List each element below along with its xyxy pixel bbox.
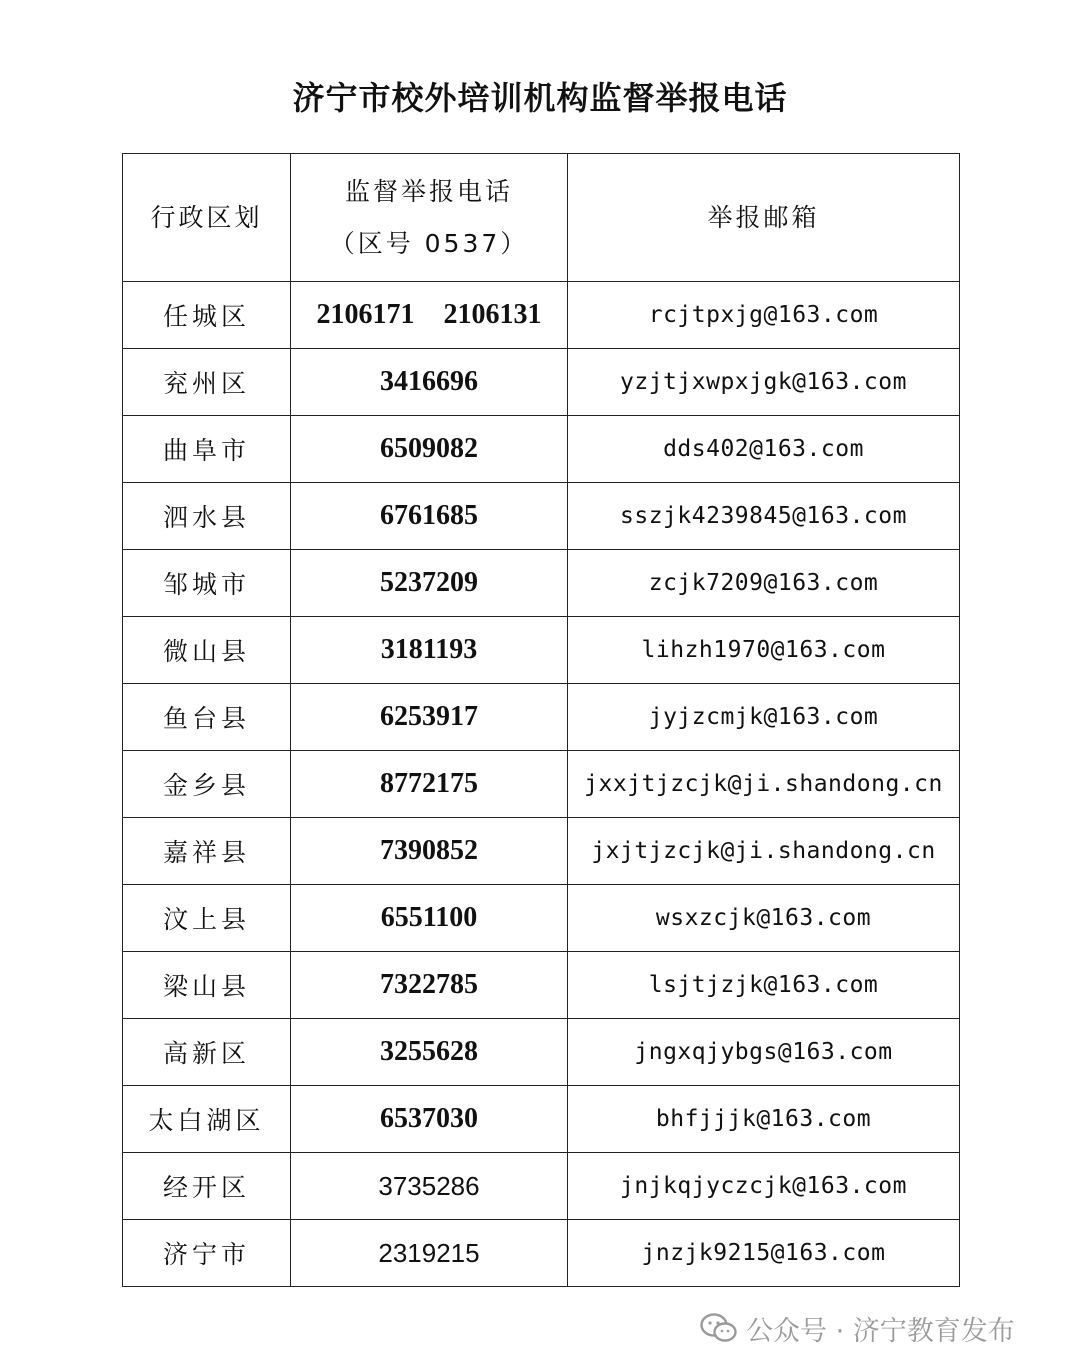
email-cell <box>568 617 960 684</box>
phone-number: 6537030 <box>380 1103 478 1134</box>
table-row <box>123 483 960 550</box>
email-address: dds402@163.com <box>663 436 864 462</box>
email-address: jngxqjybgs@163.com <box>634 1039 893 1065</box>
email-cell <box>568 1086 960 1153</box>
email-cell <box>568 550 960 617</box>
email-address: jxjtjzcjk@ji.shandong.cn <box>591 838 936 864</box>
email-cell <box>568 818 960 885</box>
district-name: 梁山县 <box>162 972 250 1001</box>
phone-number: 5237209 <box>380 567 478 598</box>
table-row <box>123 1019 960 1086</box>
phone-cell <box>291 684 568 751</box>
district-name: 济宁市 <box>162 1240 250 1269</box>
phone-cell <box>291 1220 568 1287</box>
district-cell <box>123 818 291 885</box>
table-row <box>123 952 960 1019</box>
district-cell <box>123 617 291 684</box>
phone-number: 6509082 <box>380 433 478 464</box>
table-row <box>123 617 960 684</box>
email-address: jxxjtjzcjk@ji.shandong.cn <box>584 771 943 797</box>
phone-cell <box>291 1153 568 1220</box>
phone-number: 8772175 <box>380 768 478 799</box>
phone-number: 3255628 <box>380 1036 478 1067</box>
district-cell <box>123 282 291 349</box>
email-address: jnjkqjyczcjk@163.com <box>620 1173 907 1199</box>
wechat-icon <box>700 1312 738 1344</box>
district-name: 泗水县 <box>162 503 250 532</box>
phone-number: 7322785 <box>380 969 478 1000</box>
table-row <box>123 818 960 885</box>
header-phone-cell <box>291 154 568 282</box>
phone-cell <box>291 349 568 416</box>
phone-cell <box>291 751 568 818</box>
phone-cell <box>291 1086 568 1153</box>
phone-cell <box>291 550 568 617</box>
page-title: 济宁市校外培训机构监督举报电话 <box>292 79 788 117</box>
district-name: 曲阜市 <box>162 436 250 465</box>
email-address: jyjzcmjk@163.com <box>648 704 879 730</box>
header-phone: 监督举报电话 <box>344 176 513 206</box>
watermark <box>700 1308 1015 1348</box>
header-email-cell <box>568 154 960 282</box>
phone-cell <box>291 1019 568 1086</box>
phone-cell <box>291 416 568 483</box>
email-cell <box>568 684 960 751</box>
email-cell <box>568 751 960 818</box>
phone-number: 6761685 <box>380 500 478 531</box>
email-address: lsjtjzjk@163.com <box>648 972 879 998</box>
district-cell <box>123 952 291 1019</box>
email-cell <box>568 1153 960 1220</box>
email-address: yzjtjxwpxjgk@163.com <box>620 369 907 395</box>
district-name: 经开区 <box>162 1173 250 1202</box>
email-cell <box>568 483 960 550</box>
email-address: lihzh1970@163.com <box>641 637 886 663</box>
table-row <box>123 282 960 349</box>
district-name: 汶上县 <box>162 905 250 934</box>
email-address: bhfjjjk@163.com <box>655 1106 872 1132</box>
district-cell <box>123 416 291 483</box>
email-cell <box>568 349 960 416</box>
district-cell <box>123 550 291 617</box>
phone-cell <box>291 617 568 684</box>
email-address: zcjk7209@163.com <box>648 570 879 596</box>
district-cell <box>123 885 291 952</box>
district-cell <box>123 483 291 550</box>
phone-number: 6253917 <box>380 701 478 732</box>
table-row <box>123 1220 960 1287</box>
email-cell <box>568 416 960 483</box>
table-body <box>123 154 960 1287</box>
district-name: 邹城市 <box>162 570 250 599</box>
district-cell <box>123 1086 291 1153</box>
email-cell <box>568 1019 960 1086</box>
phone-cell <box>291 818 568 885</box>
email-cell <box>568 952 960 1019</box>
table-row <box>123 550 960 617</box>
district-name: 任城区 <box>162 302 250 331</box>
watermark-text: 公众号 · 济宁教育发布 <box>746 1315 1015 1347</box>
table-row <box>123 1153 960 1220</box>
phone-number: 7390852 <box>380 835 478 866</box>
email-address: rcjtpxjg@163.com <box>648 302 879 328</box>
table-row <box>123 416 960 483</box>
hotline-table <box>122 153 960 1287</box>
district-name: 金乡县 <box>162 771 250 800</box>
district-cell <box>123 349 291 416</box>
email-cell <box>568 885 960 952</box>
header-district: 行政区划 <box>150 202 263 232</box>
district-name: 鱼台县 <box>162 704 250 733</box>
phone-number: 3735286 <box>378 1170 480 1201</box>
header-area-code: （区号 0537） <box>329 228 529 258</box>
table-row <box>123 684 960 751</box>
email-address: wsxzcjk@163.com <box>655 905 872 931</box>
table-row <box>123 751 960 818</box>
district-cell <box>123 751 291 818</box>
phone-number: 2319215 <box>378 1237 480 1268</box>
table-row <box>123 349 960 416</box>
table-header-row <box>123 154 960 282</box>
table-row <box>123 1086 960 1153</box>
phone-number: 6551100 <box>380 902 478 933</box>
district-name: 微山县 <box>162 637 250 666</box>
header-district-cell <box>123 154 291 282</box>
phone-number: 2106171 2106131 <box>316 299 542 330</box>
district-cell <box>123 1153 291 1220</box>
district-cell <box>123 1019 291 1086</box>
district-name: 兖州区 <box>162 369 250 398</box>
district-cell <box>123 1220 291 1287</box>
email-address: sszjk4239845@163.com <box>620 503 907 529</box>
district-cell <box>123 684 291 751</box>
email-cell <box>568 282 960 349</box>
email-address: jnzjk9215@163.com <box>641 1240 886 1266</box>
phone-cell <box>291 483 568 550</box>
district-name: 高新区 <box>162 1039 250 1068</box>
header-email: 举报邮箱 <box>707 202 820 232</box>
phone-cell <box>291 885 568 952</box>
district-name: 太白湖区 <box>148 1106 265 1135</box>
phone-number: 3416696 <box>380 366 478 397</box>
email-cell <box>568 1220 960 1287</box>
phone-cell <box>291 282 568 349</box>
district-name: 嘉祥县 <box>162 838 250 867</box>
table-row <box>123 885 960 952</box>
phone-cell <box>291 952 568 1019</box>
phone-number: 3181193 <box>380 634 478 665</box>
